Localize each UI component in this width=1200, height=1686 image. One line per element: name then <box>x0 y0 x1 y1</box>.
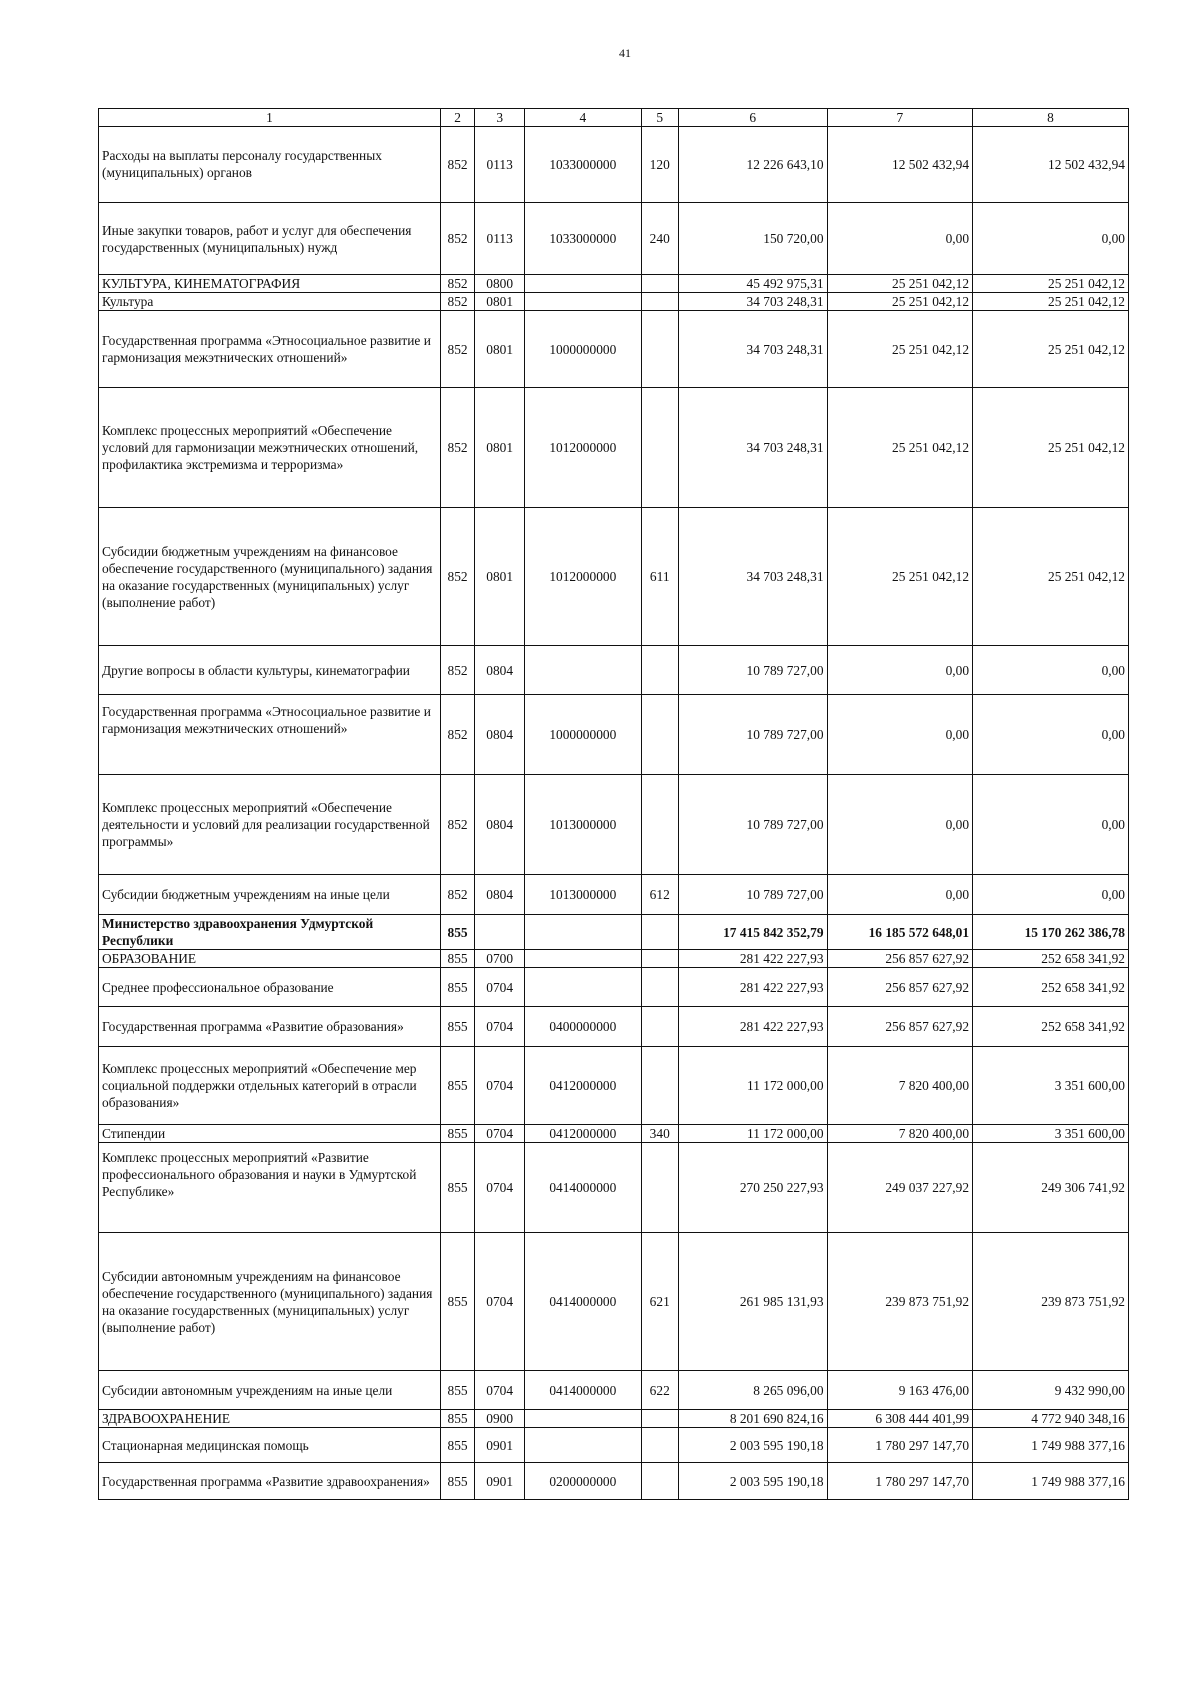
cell-target: 0412000000 <box>525 1047 641 1125</box>
cell-expense-type <box>641 915 678 950</box>
cell-amount-8: 252 658 341,92 <box>973 968 1129 1007</box>
cell-ministry: 852 <box>440 775 474 875</box>
cell-ministry: 855 <box>440 1047 474 1125</box>
row-name: Субсидии бюджетным учреждениям на финансовое обеспечение государственного (муниципального) задания на оказание государственных (муниципальных) услуг (выполнение работ) <box>99 508 441 646</box>
cell-target <box>525 275 641 293</box>
cell-amount-8: 12 502 432,94 <box>973 127 1129 203</box>
cell-target: 1013000000 <box>525 775 641 875</box>
cell-expense-type <box>641 1047 678 1125</box>
table-row <box>99 875 1129 915</box>
cell-amount-7: 25 251 042,12 <box>827 508 973 646</box>
row-name: Государственная программа «Этносоциальное развитие и гармонизация межэтнических отношений» <box>99 311 441 388</box>
row-name: Субсидии автономным учреждениям на иные цели <box>99 1371 441 1410</box>
table-row <box>99 1410 1129 1428</box>
cell-expense-type: 120 <box>641 127 678 203</box>
cell-section: 0704 <box>475 1007 525 1047</box>
cell-amount-7: 239 873 751,92 <box>827 1233 973 1371</box>
cell-section: 0801 <box>475 311 525 388</box>
cell-ministry: 852 <box>440 127 474 203</box>
cell-section <box>475 915 525 950</box>
cell-amount-7: 256 857 627,92 <box>827 968 973 1007</box>
cell-amount-6: 45 492 975,31 <box>678 275 827 293</box>
cell-section: 0704 <box>475 968 525 1007</box>
cell-amount-7: 6 308 444 401,99 <box>827 1410 973 1428</box>
cell-amount-6: 2 003 595 190,18 <box>678 1428 827 1463</box>
cell-amount-7: 0,00 <box>827 203 973 275</box>
row-name: Комплекс процессных мероприятий «Развитие профессионального образования и науки в Удмуртской Республике» <box>99 1143 441 1233</box>
page-number: 41 <box>619 46 631 60</box>
cell-expense-type: 340 <box>641 1125 678 1143</box>
cell-expense-type <box>641 695 678 775</box>
cell-target: 0200000000 <box>525 1463 641 1500</box>
table-row <box>99 775 1129 875</box>
col-header-4: 4 <box>525 109 641 127</box>
cell-amount-6: 10 789 727,00 <box>678 875 827 915</box>
cell-section: 0704 <box>475 1233 525 1371</box>
cell-expense-type <box>641 388 678 508</box>
row-name: Государственная программа «Этносоциальное развитие и гармонизация межэтнических отношений» <box>99 695 441 775</box>
cell-amount-8: 1 749 988 377,16 <box>973 1428 1129 1463</box>
cell-amount-7: 12 502 432,94 <box>827 127 973 203</box>
cell-ministry: 852 <box>440 311 474 388</box>
row-name: Стационарная медицинская помощь <box>99 1428 441 1463</box>
cell-amount-6: 10 789 727,00 <box>678 775 827 875</box>
cell-ministry: 855 <box>440 1233 474 1371</box>
cell-expense-type: 622 <box>641 1371 678 1410</box>
cell-expense-type: 611 <box>641 508 678 646</box>
table-row <box>99 1125 1129 1143</box>
cell-amount-8: 252 658 341,92 <box>973 1007 1129 1047</box>
table-row <box>99 695 1129 775</box>
table-row <box>99 950 1129 968</box>
cell-amount-7: 9 163 476,00 <box>827 1371 973 1410</box>
col-header-6: 6 <box>678 109 827 127</box>
cell-ministry: 855 <box>440 968 474 1007</box>
row-name: Государственная программа «Развитие здравоохранения» <box>99 1463 441 1500</box>
cell-section: 0113 <box>475 127 525 203</box>
cell-section: 0901 <box>475 1428 525 1463</box>
cell-amount-7: 249 037 227,92 <box>827 1143 973 1233</box>
cell-amount-6: 2 003 595 190,18 <box>678 1463 827 1500</box>
cell-target: 0400000000 <box>525 1007 641 1047</box>
cell-expense-type <box>641 293 678 311</box>
cell-amount-6: 11 172 000,00 <box>678 1047 827 1125</box>
cell-section: 0804 <box>475 775 525 875</box>
cell-section: 0700 <box>475 950 525 968</box>
cell-amount-8: 4 772 940 348,16 <box>973 1410 1129 1428</box>
table-row <box>99 203 1129 275</box>
cell-amount-6: 10 789 727,00 <box>678 646 827 695</box>
row-name: Среднее профессиональное образование <box>99 968 441 1007</box>
table-row <box>99 127 1129 203</box>
cell-amount-8: 0,00 <box>973 646 1129 695</box>
cell-amount-8: 252 658 341,92 <box>973 950 1129 968</box>
row-name: Расходы на выплаты персоналу государственных (муниципальных) органов <box>99 127 441 203</box>
row-name: Комплекс процессных мероприятий «Обеспечение деятельности и условий для реализации государственной программы» <box>99 775 441 875</box>
cell-amount-8: 9 432 990,00 <box>973 1371 1129 1410</box>
row-name: ОБРАЗОВАНИЕ <box>99 950 441 968</box>
cell-amount-8: 25 251 042,12 <box>973 275 1129 293</box>
cell-target <box>525 915 641 950</box>
cell-target: 0414000000 <box>525 1143 641 1233</box>
cell-amount-7: 1 780 297 147,70 <box>827 1428 973 1463</box>
col-header-5: 5 <box>641 109 678 127</box>
cell-amount-6: 8 265 096,00 <box>678 1371 827 1410</box>
cell-ministry: 855 <box>440 1371 474 1410</box>
cell-expense-type <box>641 311 678 388</box>
cell-section: 0704 <box>475 1371 525 1410</box>
cell-amount-7: 0,00 <box>827 695 973 775</box>
cell-target: 1033000000 <box>525 127 641 203</box>
cell-amount-8: 0,00 <box>973 695 1129 775</box>
cell-target: 0414000000 <box>525 1371 641 1410</box>
cell-section: 0113 <box>475 203 525 275</box>
cell-amount-8: 3 351 600,00 <box>973 1125 1129 1143</box>
cell-ministry: 852 <box>440 508 474 646</box>
cell-ministry: 855 <box>440 1428 474 1463</box>
cell-section: 0901 <box>475 1463 525 1500</box>
table-row <box>99 275 1129 293</box>
cell-amount-7: 1 780 297 147,70 <box>827 1463 973 1500</box>
cell-amount-8: 0,00 <box>973 203 1129 275</box>
cell-section: 0704 <box>475 1143 525 1233</box>
cell-target <box>525 950 641 968</box>
cell-amount-8: 239 873 751,92 <box>973 1233 1129 1371</box>
cell-amount-8: 15 170 262 386,78 <box>973 915 1129 950</box>
row-name: Министерство здравоохранения Удмуртской Республики <box>99 915 441 950</box>
cell-target: 1033000000 <box>525 203 641 275</box>
cell-amount-6: 281 422 227,93 <box>678 950 827 968</box>
cell-expense-type: 612 <box>641 875 678 915</box>
cell-section: 0900 <box>475 1410 525 1428</box>
cell-target: 0414000000 <box>525 1233 641 1371</box>
cell-expense-type <box>641 1410 678 1428</box>
col-header-1: 1 <box>99 109 441 127</box>
cell-amount-8: 25 251 042,12 <box>973 293 1129 311</box>
col-header-2: 2 <box>440 109 474 127</box>
cell-target <box>525 968 641 1007</box>
cell-section: 0704 <box>475 1047 525 1125</box>
cell-section: 0804 <box>475 695 525 775</box>
cell-ministry: 855 <box>440 1410 474 1428</box>
row-name: Комплекс процессных мероприятий «Обеспечение мер социальной поддержки отдельных категорий в отрасли образования» <box>99 1047 441 1125</box>
table-row <box>99 388 1129 508</box>
cell-amount-6: 270 250 227,93 <box>678 1143 827 1233</box>
table-row <box>99 1463 1129 1500</box>
col-header-3: 3 <box>475 109 525 127</box>
cell-expense-type <box>641 275 678 293</box>
cell-amount-7: 0,00 <box>827 775 973 875</box>
cell-amount-6: 12 226 643,10 <box>678 127 827 203</box>
cell-ministry: 855 <box>440 1143 474 1233</box>
cell-ministry: 852 <box>440 646 474 695</box>
table-row <box>99 1233 1129 1371</box>
col-header-7: 7 <box>827 109 973 127</box>
row-name: Субсидии бюджетным учреждениям на иные цели <box>99 875 441 915</box>
cell-target: 0412000000 <box>525 1125 641 1143</box>
cell-ministry: 855 <box>440 950 474 968</box>
table-row <box>99 646 1129 695</box>
cell-section: 0800 <box>475 275 525 293</box>
cell-expense-type <box>641 968 678 1007</box>
cell-target <box>525 1428 641 1463</box>
table-row <box>99 1143 1129 1233</box>
cell-amount-6: 34 703 248,31 <box>678 311 827 388</box>
cell-expense-type: 621 <box>641 1233 678 1371</box>
cell-amount-6: 8 201 690 824,16 <box>678 1410 827 1428</box>
table-row <box>99 508 1129 646</box>
cell-amount-7: 0,00 <box>827 875 973 915</box>
cell-ministry: 855 <box>440 1463 474 1500</box>
row-name: Другие вопросы в области культуры, кинематографии <box>99 646 441 695</box>
row-name: Государственная программа «Развитие образования» <box>99 1007 441 1047</box>
table-row <box>99 311 1129 388</box>
cell-amount-6: 281 422 227,93 <box>678 1007 827 1047</box>
cell-amount-7: 16 185 572 648,01 <box>827 915 973 950</box>
cell-amount-6: 34 703 248,31 <box>678 508 827 646</box>
cell-ministry: 852 <box>440 695 474 775</box>
table-row <box>99 1047 1129 1125</box>
cell-amount-8: 0,00 <box>973 775 1129 875</box>
cell-amount-8: 25 251 042,12 <box>973 508 1129 646</box>
cell-expense-type <box>641 646 678 695</box>
cell-amount-7: 256 857 627,92 <box>827 950 973 968</box>
cell-expense-type <box>641 1428 678 1463</box>
cell-amount-6: 34 703 248,31 <box>678 293 827 311</box>
cell-section: 0801 <box>475 388 525 508</box>
table-row <box>99 1007 1129 1047</box>
cell-section: 0704 <box>475 1125 525 1143</box>
cell-expense-type <box>641 1143 678 1233</box>
cell-target: 1000000000 <box>525 311 641 388</box>
cell-amount-7: 25 251 042,12 <box>827 293 973 311</box>
cell-ministry: 852 <box>440 293 474 311</box>
cell-ministry: 852 <box>440 388 474 508</box>
cell-amount-6: 150 720,00 <box>678 203 827 275</box>
cell-section: 0804 <box>475 875 525 915</box>
cell-amount-7: 7 820 400,00 <box>827 1047 973 1125</box>
cell-target <box>525 646 641 695</box>
cell-amount-7: 25 251 042,12 <box>827 388 973 508</box>
budget-table <box>98 108 1129 1500</box>
cell-section: 0801 <box>475 508 525 646</box>
cell-expense-type <box>641 950 678 968</box>
cell-ministry: 852 <box>440 275 474 293</box>
cell-amount-6: 17 415 842 352,79 <box>678 915 827 950</box>
cell-ministry: 852 <box>440 875 474 915</box>
cell-ministry: 855 <box>440 1125 474 1143</box>
cell-target: 1013000000 <box>525 875 641 915</box>
cell-target: 1000000000 <box>525 695 641 775</box>
cell-amount-8: 25 251 042,12 <box>973 388 1129 508</box>
row-name: ЗДРАВООХРАНЕНИЕ <box>99 1410 441 1428</box>
cell-amount-7: 0,00 <box>827 646 973 695</box>
cell-expense-type <box>641 775 678 875</box>
table-row <box>99 915 1129 950</box>
row-name: Культура <box>99 293 441 311</box>
cell-target: 1012000000 <box>525 388 641 508</box>
cell-amount-8: 0,00 <box>973 875 1129 915</box>
cell-section: 0801 <box>475 293 525 311</box>
col-header-8: 8 <box>973 109 1129 127</box>
cell-target <box>525 293 641 311</box>
cell-amount-6: 261 985 131,93 <box>678 1233 827 1371</box>
cell-expense-type <box>641 1463 678 1500</box>
row-name: Стипендии <box>99 1125 441 1143</box>
row-name: Субсидии автономным учреждениям на финансовое обеспечение государственного (муниципального) задания на оказание государственных (муниципальных) услуг (выполнение работ) <box>99 1233 441 1371</box>
table-row <box>99 293 1129 311</box>
cell-target <box>525 1410 641 1428</box>
cell-amount-8: 249 306 741,92 <box>973 1143 1129 1233</box>
header-row <box>99 109 1129 127</box>
table-row <box>99 1428 1129 1463</box>
cell-amount-8: 25 251 042,12 <box>973 311 1129 388</box>
cell-amount-8: 1 749 988 377,16 <box>973 1463 1129 1500</box>
cell-amount-7: 25 251 042,12 <box>827 311 973 388</box>
cell-amount-7: 7 820 400,00 <box>827 1125 973 1143</box>
table-row <box>99 968 1129 1007</box>
cell-amount-6: 34 703 248,31 <box>678 388 827 508</box>
cell-amount-7: 25 251 042,12 <box>827 275 973 293</box>
cell-ministry: 852 <box>440 203 474 275</box>
cell-amount-7: 256 857 627,92 <box>827 1007 973 1047</box>
row-name: Комплекс процессных мероприятий «Обеспечение условий для гармонизации межэтнических отношений, профилактика экстремизма и терроризма» <box>99 388 441 508</box>
cell-amount-6: 10 789 727,00 <box>678 695 827 775</box>
cell-expense-type <box>641 1007 678 1047</box>
cell-ministry: 855 <box>440 915 474 950</box>
row-name: Иные закупки товаров, работ и услуг для обеспечения государственных (муниципальных) нужд <box>99 203 441 275</box>
cell-amount-6: 281 422 227,93 <box>678 968 827 1007</box>
cell-amount-6: 11 172 000,00 <box>678 1125 827 1143</box>
cell-amount-8: 3 351 600,00 <box>973 1047 1129 1125</box>
row-name: КУЛЬТУРА, КИНЕМАТОГРАФИЯ <box>99 275 441 293</box>
cell-target: 1012000000 <box>525 508 641 646</box>
cell-section: 0804 <box>475 646 525 695</box>
cell-expense-type: 240 <box>641 203 678 275</box>
cell-ministry: 855 <box>440 1007 474 1047</box>
table-row <box>99 1371 1129 1410</box>
